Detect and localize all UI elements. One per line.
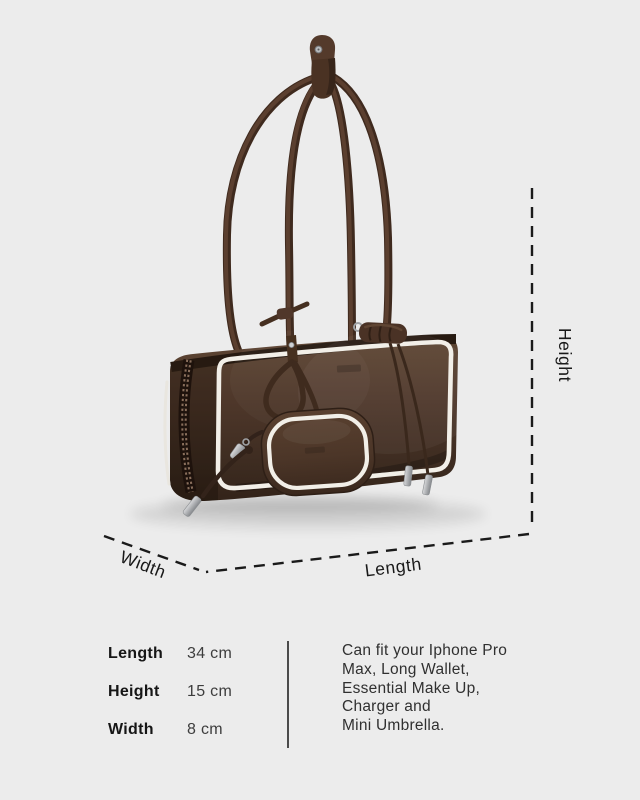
spec-value: 15 cm	[187, 683, 233, 700]
spec-row-width	[108, 721, 232, 739]
shoulder-straps	[226, 76, 389, 354]
hanger-stud	[289, 342, 294, 347]
spec-label: Length	[108, 645, 164, 662]
specs-table	[108, 645, 232, 739]
spec-value: 8 cm	[187, 721, 223, 738]
description-line: Mini Umbrella.	[342, 717, 445, 735]
wall-hook	[310, 35, 336, 99]
cord-knot	[359, 322, 408, 344]
description-line: Essential Make Up,	[342, 679, 481, 697]
pouch	[259, 406, 377, 498]
brand-embossing	[337, 364, 361, 372]
description-line: Charger and	[342, 698, 431, 716]
bag-left-piping	[165, 382, 169, 484]
spec-row-height	[108, 683, 232, 701]
length-label: Length	[363, 553, 423, 581]
spec-label: Width	[108, 721, 154, 738]
height-label: Height	[555, 327, 575, 383]
description-line: Can fit your Iphone Pro	[342, 642, 508, 659]
spec-row-length	[108, 645, 232, 663]
description-text	[342, 642, 507, 736]
width-label: Width	[117, 546, 170, 583]
spec-label: Height	[108, 683, 160, 700]
spec-value: 34 cm	[187, 645, 233, 662]
vertical-divider	[287, 641, 289, 748]
description-line: Max, Long Wallet,	[342, 660, 470, 678]
strap-tie-knot	[262, 304, 307, 324]
